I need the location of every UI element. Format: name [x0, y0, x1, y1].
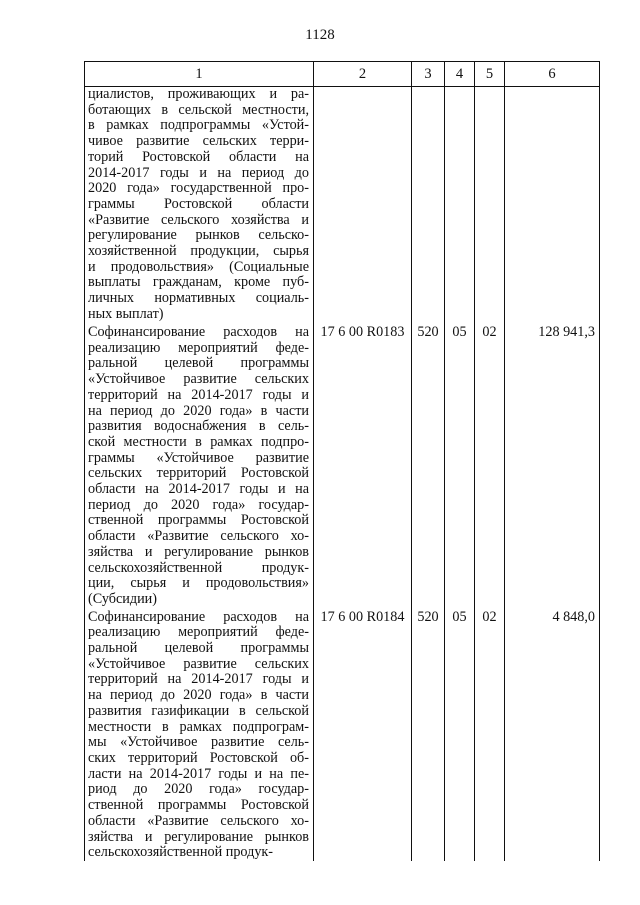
description-line: области на 2014-2017 годы и на: [88, 481, 309, 498]
description-line: Софинансирование расходов на: [88, 608, 309, 625]
description-line: регулирование рынков сельско-: [88, 227, 309, 244]
description-line: ственной программы Ростовской: [88, 797, 309, 814]
description-line: чивое развитие сельских терри-: [88, 133, 309, 150]
description-line: циалистов, проживающих и ра-: [88, 86, 309, 102]
description-line: и продовольствия» (Социальные: [88, 258, 309, 275]
description-line: Софинансирование расходов на: [88, 324, 309, 340]
row-col5: 02: [475, 323, 505, 608]
description-line: «Устойчивое развитие сельских: [88, 371, 309, 388]
header-row: [85, 62, 600, 87]
description-line: сельских территорий Ростовской: [88, 465, 309, 482]
description-line: период до 2020 года» государ-: [88, 496, 309, 513]
row-col4: 05: [445, 608, 475, 861]
row-code: [314, 87, 412, 324]
description-line: территорий на 2014-2017 годы и: [88, 386, 309, 403]
description-line: ральной целевой программы: [88, 355, 309, 372]
description-line: ских территорий Ростовской об-: [88, 749, 309, 766]
row-col5: 02: [475, 608, 505, 861]
column-header-5: 5: [475, 62, 505, 87]
page-number: 1128: [305, 27, 335, 43]
row-description: [85, 87, 314, 324]
row-description: [85, 323, 314, 608]
table-row: [85, 87, 600, 324]
column-header-2: 2: [314, 62, 412, 87]
row-col3: [412, 87, 445, 324]
row-code: 17 6 00 R0184: [314, 608, 412, 861]
description-line: ботающих в сельской местности,: [88, 101, 309, 118]
description-line: зяйства и регулирование рынков: [88, 543, 309, 560]
row-col4: [445, 87, 475, 324]
row-amount: [505, 87, 600, 324]
description-line: хозяйственной продукции, сырья: [88, 243, 309, 260]
description-line: ской местности в рамках подпро-: [88, 433, 309, 450]
description-line: «Развитие сельского хозяйства и: [88, 211, 309, 228]
description-line: мы «Устойчивое развитие сель-: [88, 734, 309, 751]
description-line: территорий на 2014-2017 годы и: [88, 671, 309, 688]
description-line: на период до 2020 года» в части: [88, 687, 309, 704]
description-line: 2014-2017 годы и на период до: [88, 164, 309, 181]
description-line: области «Развитие сельского хо-: [88, 528, 309, 545]
description-line: области «Развитие сельского хо-: [88, 812, 309, 829]
description-line: выплаты гражданам, кроме пуб-: [88, 274, 309, 291]
description-line: «Устойчивое развитие сельских: [88, 655, 309, 672]
description-line: 2020 года» государственной про-: [88, 180, 309, 197]
description-line: реализацию мероприятий феде-: [88, 339, 309, 356]
column-header-6: 6: [505, 62, 600, 87]
row-col4: 05: [445, 323, 475, 608]
description-line: ных выплат): [88, 305, 164, 322]
description-line: ственной программы Ростовской: [88, 512, 309, 529]
row-code: 17 6 00 R0183: [314, 323, 412, 608]
description-line: зяйства и регулирование рынков: [88, 828, 309, 845]
column-header-4: 4: [445, 62, 475, 87]
description-line: развития водоснабжения в сель-: [88, 418, 309, 435]
row-amount: 4 848,0: [505, 608, 600, 861]
description-line: местности в рамках подпрограм-: [88, 718, 309, 735]
description-line: граммы «Устойчивое развитие: [88, 449, 309, 466]
description-line: в рамках подпрограммы «Устой-: [88, 117, 309, 134]
row-col3: 520: [412, 323, 445, 608]
column-header-3: 3: [412, 62, 445, 87]
table-row: [85, 323, 600, 608]
description-line: граммы Ростовской области: [88, 195, 309, 212]
description-line: личных нормативных социаль-: [88, 290, 309, 307]
description-line: реализацию мероприятий феде-: [88, 624, 309, 641]
description-line: сельскохозяйственной продук-: [88, 559, 309, 576]
description-line: (Субсидии): [88, 590, 157, 607]
description-line: ласти на 2014-2017 годы и на пе-: [88, 765, 309, 782]
description-line: торий Ростовской области на: [88, 148, 309, 165]
description-line: риод до 2020 года» государ-: [88, 781, 309, 798]
description-line: ральной целевой программы: [88, 640, 309, 657]
row-col5: [475, 87, 505, 324]
column-header-1: 1: [85, 62, 314, 87]
table-row: [85, 608, 600, 861]
description-line: на период до 2020 года» в части: [88, 402, 309, 419]
description-line: сельскохозяйственной продук-: [88, 844, 274, 861]
description-line: развития газификации в сельской: [88, 702, 309, 719]
row-col3: 520: [412, 608, 445, 861]
row-description: [85, 608, 314, 861]
description-line: ции, сырья и продовольствия»: [88, 575, 309, 592]
row-amount: 128 941,3: [505, 323, 600, 608]
budget-table: [84, 61, 600, 861]
